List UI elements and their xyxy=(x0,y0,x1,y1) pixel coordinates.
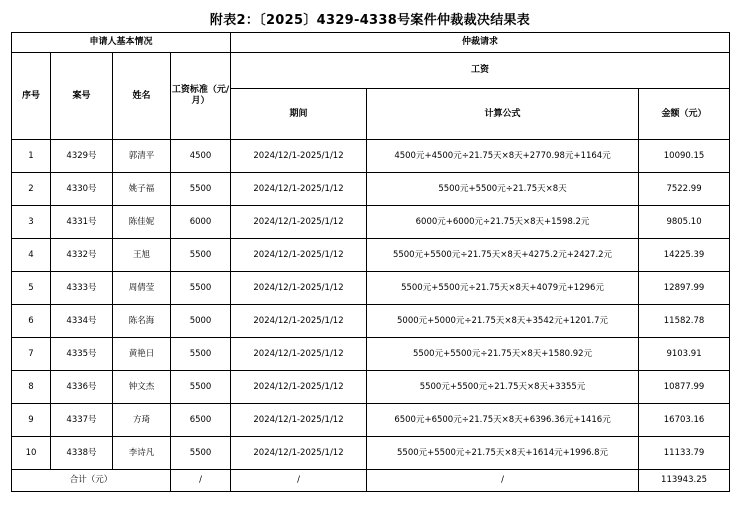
row-seq: 4 xyxy=(12,239,51,272)
row-wage-standard: 6500 xyxy=(171,404,231,437)
table-row xyxy=(12,272,730,305)
row-amount: 7522.99 xyxy=(639,173,730,206)
row-period: 2024/12/1-2025/1/12 xyxy=(231,371,367,404)
applicant-info-header: 申请人基本情况 xyxy=(12,33,231,53)
row-amount: 14225.39 xyxy=(639,239,730,272)
row-seq: 10 xyxy=(12,437,51,470)
row-name: 陈名海 xyxy=(113,305,171,338)
row-formula: 5500元+5500元÷21.75天×8天 xyxy=(367,173,639,206)
table-row xyxy=(12,404,730,437)
row-amount: 10877.99 xyxy=(639,371,730,404)
row-name: 黄艳日 xyxy=(113,338,171,371)
case-no-header: 案号 xyxy=(51,53,113,140)
row-wage-standard: 5500 xyxy=(171,371,231,404)
row-case-no: 4334号 xyxy=(51,305,113,338)
row-name: 陈佳妮 xyxy=(113,206,171,239)
row-wage-standard: 5000 xyxy=(171,305,231,338)
row-period: 2024/12/1-2025/1/12 xyxy=(231,272,367,305)
row-amount: 16703.16 xyxy=(639,404,730,437)
row-formula: 5500元+5500元÷21.75天×8天+4275.2元+2427.2元 xyxy=(367,239,639,272)
total-row xyxy=(12,470,730,492)
row-period: 2024/12/1-2025/1/12 xyxy=(231,338,367,371)
row-period: 2024/12/1-2025/1/12 xyxy=(231,173,367,206)
row-name: 方琦 xyxy=(113,404,171,437)
row-amount: 10090.15 xyxy=(639,140,730,173)
period-header: 期间 xyxy=(231,89,367,140)
row-case-no: 4337号 xyxy=(51,404,113,437)
total-wage: / xyxy=(171,470,231,492)
row-seq: 9 xyxy=(12,404,51,437)
row-formula: 5500元+5500元÷21.75天×8天+1580.92元 xyxy=(367,338,639,371)
total-formula: / xyxy=(367,470,639,492)
row-wage-standard: 5500 xyxy=(171,173,231,206)
row-wage-standard: 5500 xyxy=(171,437,231,470)
wage-standard-header: 工资标准（元/月） xyxy=(171,53,231,140)
row-formula: 5500元+5500元÷21.75天×8天+1614元+1996.8元 xyxy=(367,437,639,470)
row-name: 周倩莹 xyxy=(113,272,171,305)
table-row xyxy=(12,371,730,404)
table-row xyxy=(12,437,730,470)
row-formula: 5000元+5000元÷21.75天×8天+3542元+1201.7元 xyxy=(367,305,639,338)
row-amount: 9805.10 xyxy=(639,206,730,239)
row-seq: 2 xyxy=(12,173,51,206)
formula-header: 计算公式 xyxy=(367,89,639,140)
row-wage-standard: 6000 xyxy=(171,206,231,239)
row-case-no: 4329号 xyxy=(51,140,113,173)
total-amount: 113943.25 xyxy=(639,470,730,492)
row-case-no: 4333号 xyxy=(51,272,113,305)
row-wage-standard: 4500 xyxy=(171,140,231,173)
row-seq: 8 xyxy=(12,371,51,404)
row-formula: 5500元+5500元÷21.75天×8天+4079元+1296元 xyxy=(367,272,639,305)
row-period: 2024/12/1-2025/1/12 xyxy=(231,404,367,437)
row-name: 李诗凡 xyxy=(113,437,171,470)
seq-header: 序号 xyxy=(12,53,51,140)
amount-header: 金额（元） xyxy=(639,89,730,140)
header-row-group xyxy=(12,33,730,53)
row-amount: 9103.91 xyxy=(639,338,730,371)
row-name: 姚子福 xyxy=(113,173,171,206)
row-amount: 11582.78 xyxy=(639,305,730,338)
row-name: 钟文杰 xyxy=(113,371,171,404)
row-wage-standard: 5500 xyxy=(171,239,231,272)
row-formula: 4500元+4500元÷21.75天×8天+2770.98元+1164元 xyxy=(367,140,639,173)
row-period: 2024/12/1-2025/1/12 xyxy=(231,437,367,470)
row-seq: 6 xyxy=(12,305,51,338)
row-case-no: 4335号 xyxy=(51,338,113,371)
table-row xyxy=(12,140,730,173)
row-case-no: 4336号 xyxy=(51,371,113,404)
row-case-no: 4330号 xyxy=(51,173,113,206)
wage-header: 工资 xyxy=(231,53,730,89)
row-wage-standard: 5500 xyxy=(171,338,231,371)
row-period: 2024/12/1-2025/1/12 xyxy=(231,206,367,239)
row-wage-standard: 5500 xyxy=(171,272,231,305)
row-period: 2024/12/1-2025/1/12 xyxy=(231,140,367,173)
row-period: 2024/12/1-2025/1/12 xyxy=(231,239,367,272)
table-row xyxy=(12,173,730,206)
row-case-no: 4332号 xyxy=(51,239,113,272)
row-seq: 7 xyxy=(12,338,51,371)
header-row-wage xyxy=(12,53,730,89)
row-name: 郭清平 xyxy=(113,140,171,173)
row-formula: 6000元+6000元÷21.75天×8天+1598.2元 xyxy=(367,206,639,239)
arbitration-request-header: 仲裁请求 xyxy=(231,33,730,53)
row-period: 2024/12/1-2025/1/12 xyxy=(231,305,367,338)
total-label: 合计（元） xyxy=(12,470,171,492)
row-seq: 3 xyxy=(12,206,51,239)
row-formula: 5500元+5500元÷21.75天×8天+3355元 xyxy=(367,371,639,404)
row-seq: 1 xyxy=(12,140,51,173)
table-row xyxy=(12,206,730,239)
row-amount: 11133.79 xyxy=(639,437,730,470)
arbitration-result-table xyxy=(11,32,730,492)
row-seq: 5 xyxy=(12,272,51,305)
table-row xyxy=(12,305,730,338)
row-case-no: 4338号 xyxy=(51,437,113,470)
table-row xyxy=(12,239,730,272)
table-row xyxy=(12,338,730,371)
row-formula: 6500元+6500元÷21.75天×8天+6396.36元+1416元 xyxy=(367,404,639,437)
name-header: 姓名 xyxy=(113,53,171,140)
total-period: / xyxy=(231,470,367,492)
row-amount: 12897.99 xyxy=(639,272,730,305)
row-case-no: 4331号 xyxy=(51,206,113,239)
document-title: 附表2：〔2025〕4329-4338号案件仲裁裁决结果表 xyxy=(209,13,531,28)
row-name: 王旭 xyxy=(113,239,171,272)
